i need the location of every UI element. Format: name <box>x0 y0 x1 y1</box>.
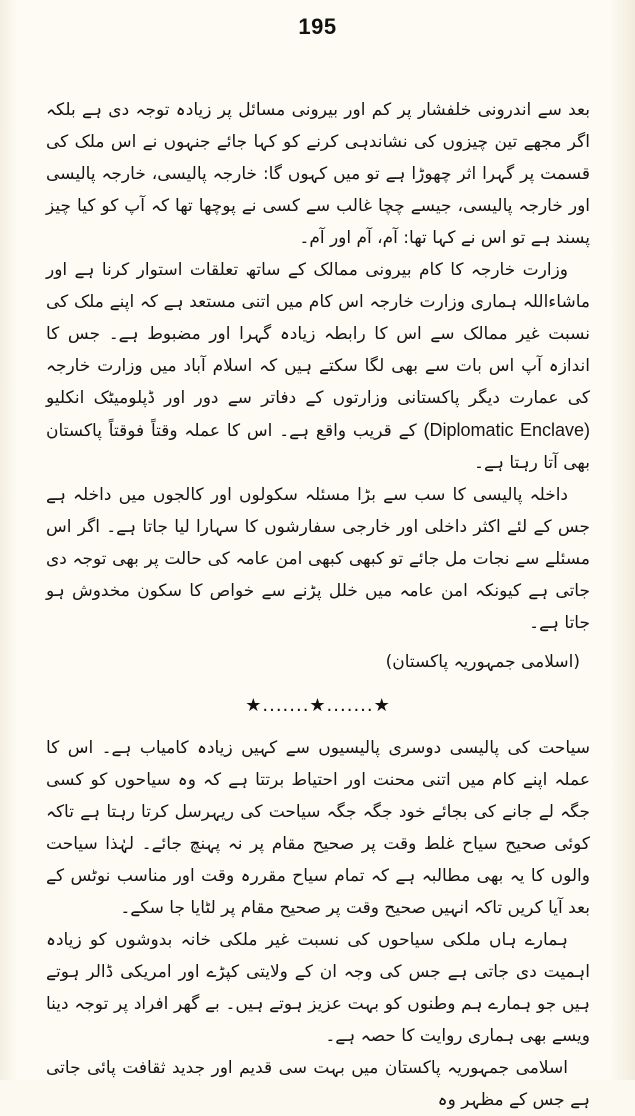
page-body <box>46 94 590 1116</box>
paragraph: بعد سے اندرونی خلفشار پر کم اور بیرونی مسائل پر زیادہ توجہ دی ہے بلکہ اگر مجھے تین چیزوں کی نشاندہی کرنے کو کہا جائے جنہوں نے اس ملک کی قسمت پر گہرا اثر چھوڑا ہے تو میں کہوں گا: خارجہ پالیسی، خارجہ پالیسی اور خارجہ پالیسی، جیسے چچا غالب سے کسی نے پوچھا تھا کہ آپ کو کیا چیز پسند ہے تو اس نے کہا تھا: آم، آم اور آم۔ <box>46 100 590 248</box>
paragraph-text: وزارت خارجہ کا کام بیرونی ممالک کے ساتھ تعلقات استوار کرنا ہے اور ماشاءاللہ ہماری وزارت خارجہ اس کام میں اتنی مستعد ہے کہ اپنے ملک کی نسبت غیر ممالک سے اس کا رابطہ زیادہ گہرا اور مضبوط ہے۔ جس کا اندازہ آپ اس بات سے بھی لگا سکتے ہیں کہ اسلام آباد میں وزارت خارجہ کی عمارت دیگر پاکستانی وزارتوں کے دفاتر سے دور اور ڈپلومیٹک انکلیو <box>46 260 590 408</box>
section <box>46 732 590 1116</box>
paragraph: سیاحت کی پالیسی دوسری پالیسیوں سے کہیں زیادہ کامیاب ہے۔ اس کا عملہ اپنے کام میں اتنی محنت اور احتیاط برتتا ہے کہ وہ سیاحوں کو کسی جگہ لے جانے کی بجائے خود جگہ جگہ سیاحت کی ریہرسل کرتا رہتا ہے تاکہ کوئی صحیح سیاح غلط وقت پر صحیح مقام پر نہ پہنچ جائے۔ لہٰذا سیاحت والوں کا یہ بھی مطالبہ ہے کہ تمام سیاح مقررہ وقت اور مناسب نوٹس کے بعد آیا کریں تاکہ انہیں صحیح وقت پر صحیح مقام پر لٹایا جا سکے۔ <box>46 738 590 918</box>
paragraph-text: کے قریب واقع ہے۔ اس کا عملہ وقتاً فوقتاً پاکستان بھی آتا رہتا ہے۔ <box>46 421 590 473</box>
paragraph: ہمارے ہاں ملکی سیاحوں کی نسبت غیر ملکی خانہ بدوشوں کو زیادہ اہمیت دی جاتی ہے جس کی وجہ ان کے ولایتی کپڑے اور امریکی ڈالر ہوتے ہیں جو ہمارے ہم وطنوں کو بہت عزیز ہوتے ہیں۔ بے گھر افراد پر توجہ دینا ویسے بھی ہماری روایت کا حصہ ہے۔ <box>46 930 590 1046</box>
paragraph: داخلہ پالیسی کا سب سے بڑا مسئلہ سکولوں اور کالجوں میں داخلہ ہے جس کے لئے اکثر داخلی اور خارجی سفارشوں کا سہارا لیا جاتا ہے۔ اگر اس مسئلے سے نجات مل جائے تو کبھی کبھی امن عامہ کی حالت پر بھی توجہ دی جاتی ہے کیونکہ امن عامہ میں خلل پڑنے سے خواص کا سکون مخدوش ہو جاتا ہے۔ <box>46 485 590 633</box>
section-divider: ★.......★.......★ <box>245 695 391 716</box>
source-note: (اسلامی جمہوریہ پاکستان) <box>385 652 580 672</box>
paragraph <box>46 254 590 479</box>
latin-term: (Diplomatic Enclave) <box>423 420 590 440</box>
page-number: 195 <box>298 14 337 39</box>
paragraph: اسلامی جمہوریہ پاکستان میں بہت سی قدیم اور جدید ثقافت پائی جاتی ہے جس کے مظہر وہ <box>46 1058 590 1110</box>
